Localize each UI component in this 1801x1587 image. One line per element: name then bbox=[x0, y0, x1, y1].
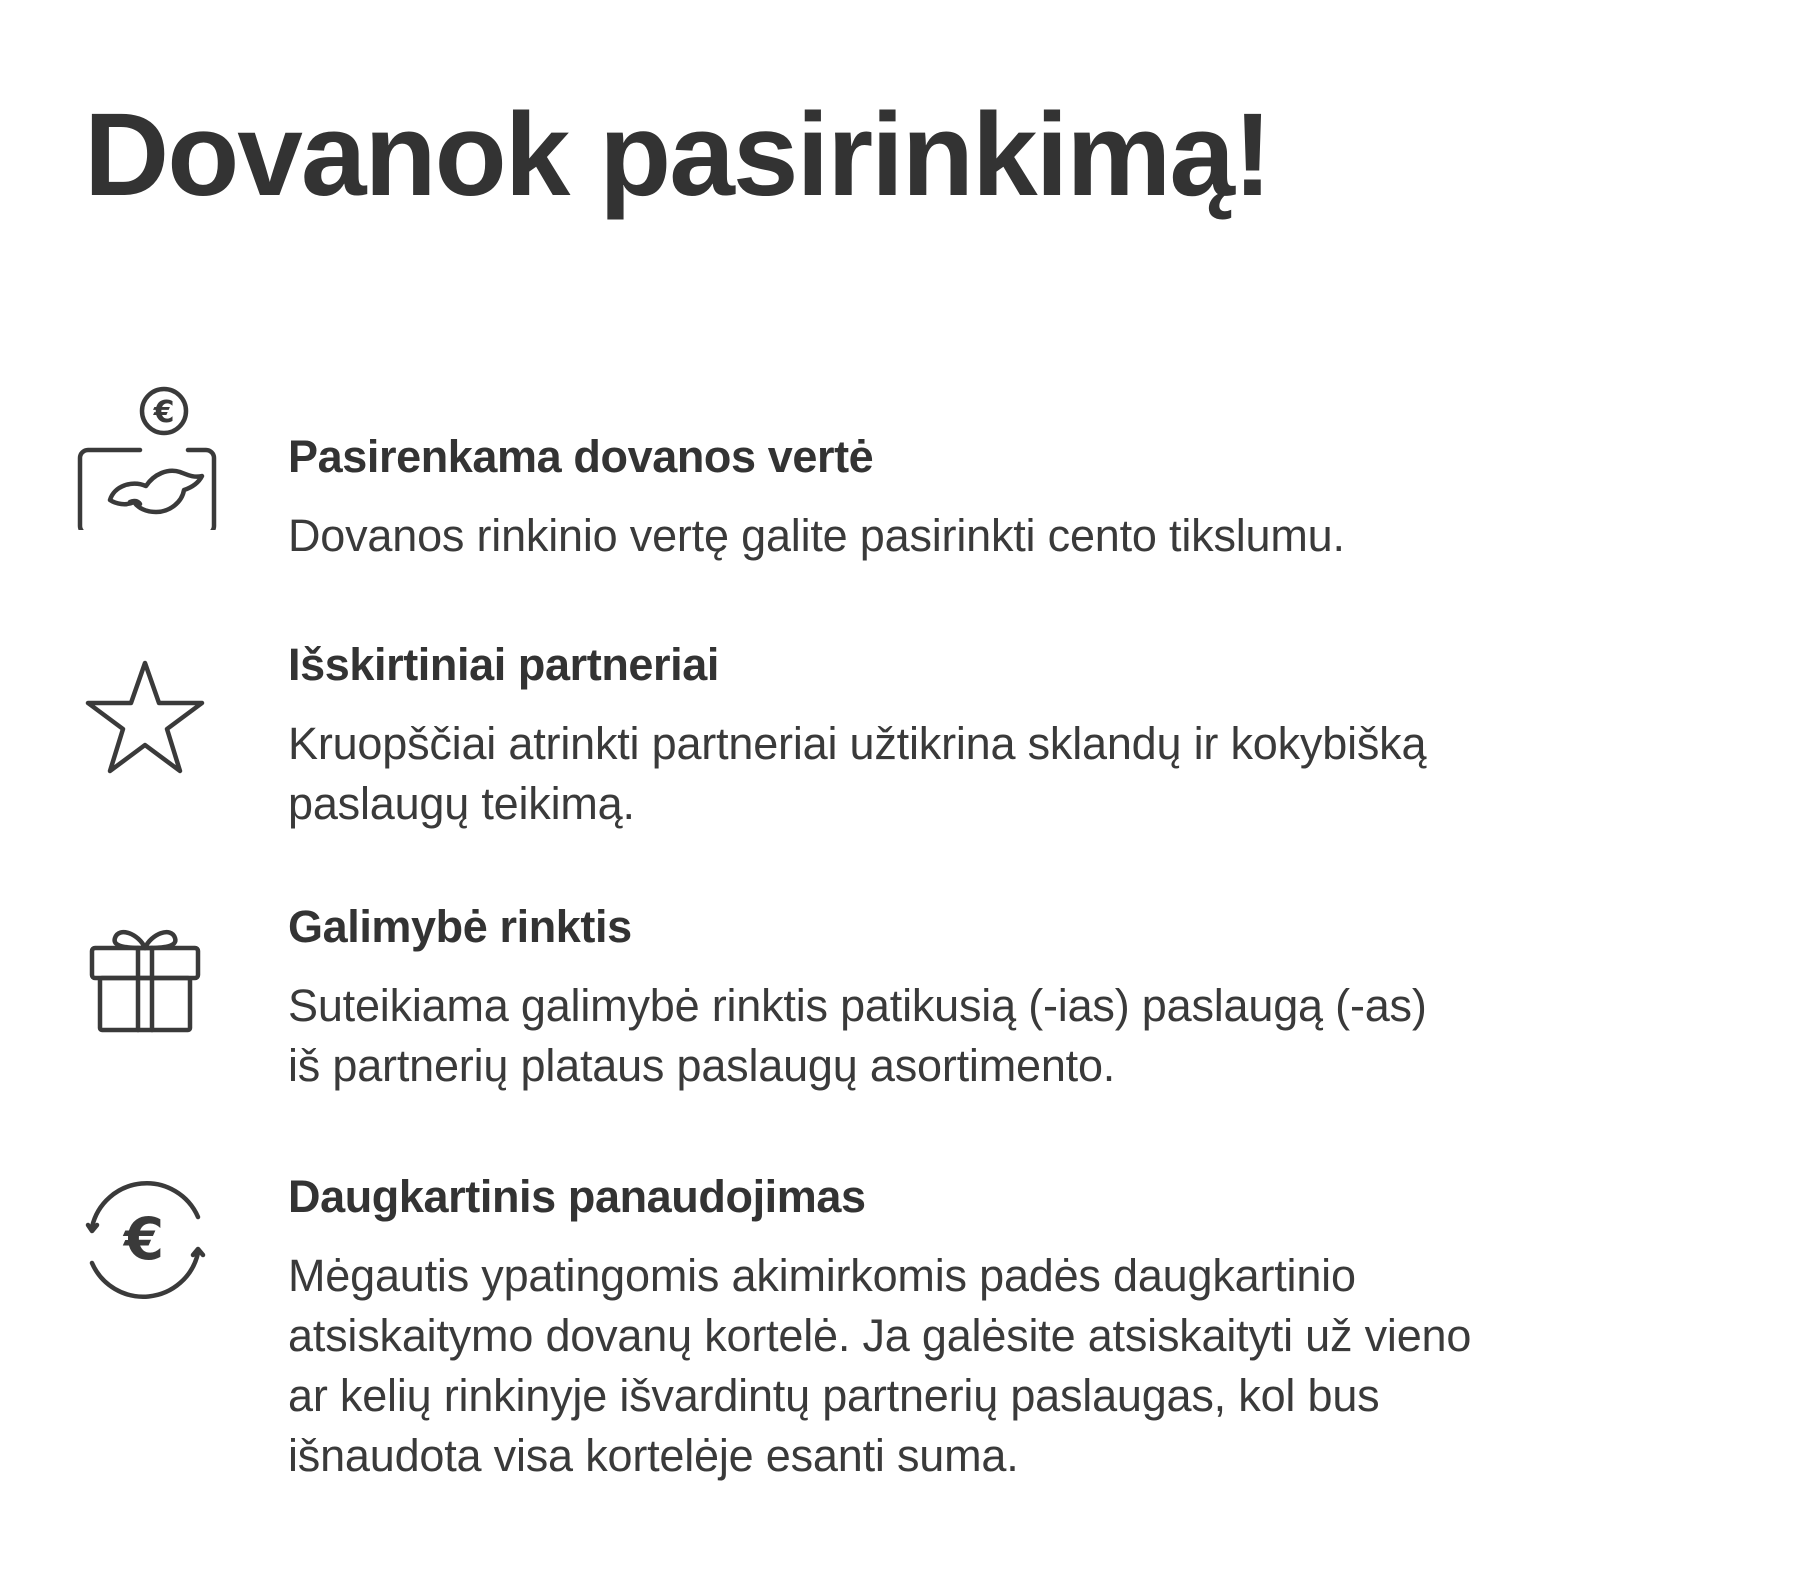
feature-heading: Išskirtiniai partneriai bbox=[288, 639, 719, 690]
gift-card-euro-icon bbox=[70, 380, 220, 530]
feature-description bbox=[288, 976, 1728, 1096]
feature-text bbox=[288, 430, 1728, 566]
star-icon bbox=[70, 645, 220, 795]
description-line: paslaugų teikimą. bbox=[288, 778, 635, 829]
description-line: Mėgautis ypatingomis akimirkomis padės daugkartinio bbox=[288, 1250, 1356, 1301]
feature-text bbox=[288, 1170, 1728, 1486]
description-line: Dovanos rinkinio vertę galite pasirinkti cento tikslumu. bbox=[288, 510, 1345, 561]
feature-description bbox=[288, 714, 1728, 834]
page-title: Dovanok pasirinkimą! bbox=[84, 89, 1271, 221]
feature-heading: Galimybė rinktis bbox=[288, 901, 632, 952]
feature-description bbox=[288, 506, 1728, 566]
svg-text:€: € bbox=[153, 395, 175, 430]
description-line: Kruopščiai atrinkti partneriai užtikrina sklandų ir kokybišką bbox=[288, 718, 1427, 769]
svg-text:€: € bbox=[123, 1205, 165, 1273]
feature-text bbox=[288, 900, 1728, 1096]
feature-text bbox=[288, 638, 1728, 834]
description-line: atsiskaitymo dovanų kortelė. Ja galėsite atsiskaityti už vieno bbox=[288, 1310, 1472, 1361]
description-line: iš partnerių plataus paslaugų asortimento. bbox=[288, 1040, 1116, 1091]
description-line: ar kelių rinkinyje išvardintų partnerių paslaugas, kol bus bbox=[288, 1370, 1380, 1421]
feature-heading: Pasirenkama dovanos vertė bbox=[288, 431, 874, 482]
euro-cycle-icon bbox=[70, 1165, 220, 1315]
description-line: Suteikiama galimybė rinktis patikusią (-ias) paslaugą (-as) bbox=[288, 980, 1427, 1031]
feature-heading: Daugkartinis panaudojimas bbox=[288, 1171, 866, 1222]
description-line: išnaudota visa kortelėje esanti suma. bbox=[288, 1430, 1019, 1481]
gift-box-icon bbox=[70, 892, 220, 1042]
feature-description bbox=[288, 1246, 1728, 1486]
